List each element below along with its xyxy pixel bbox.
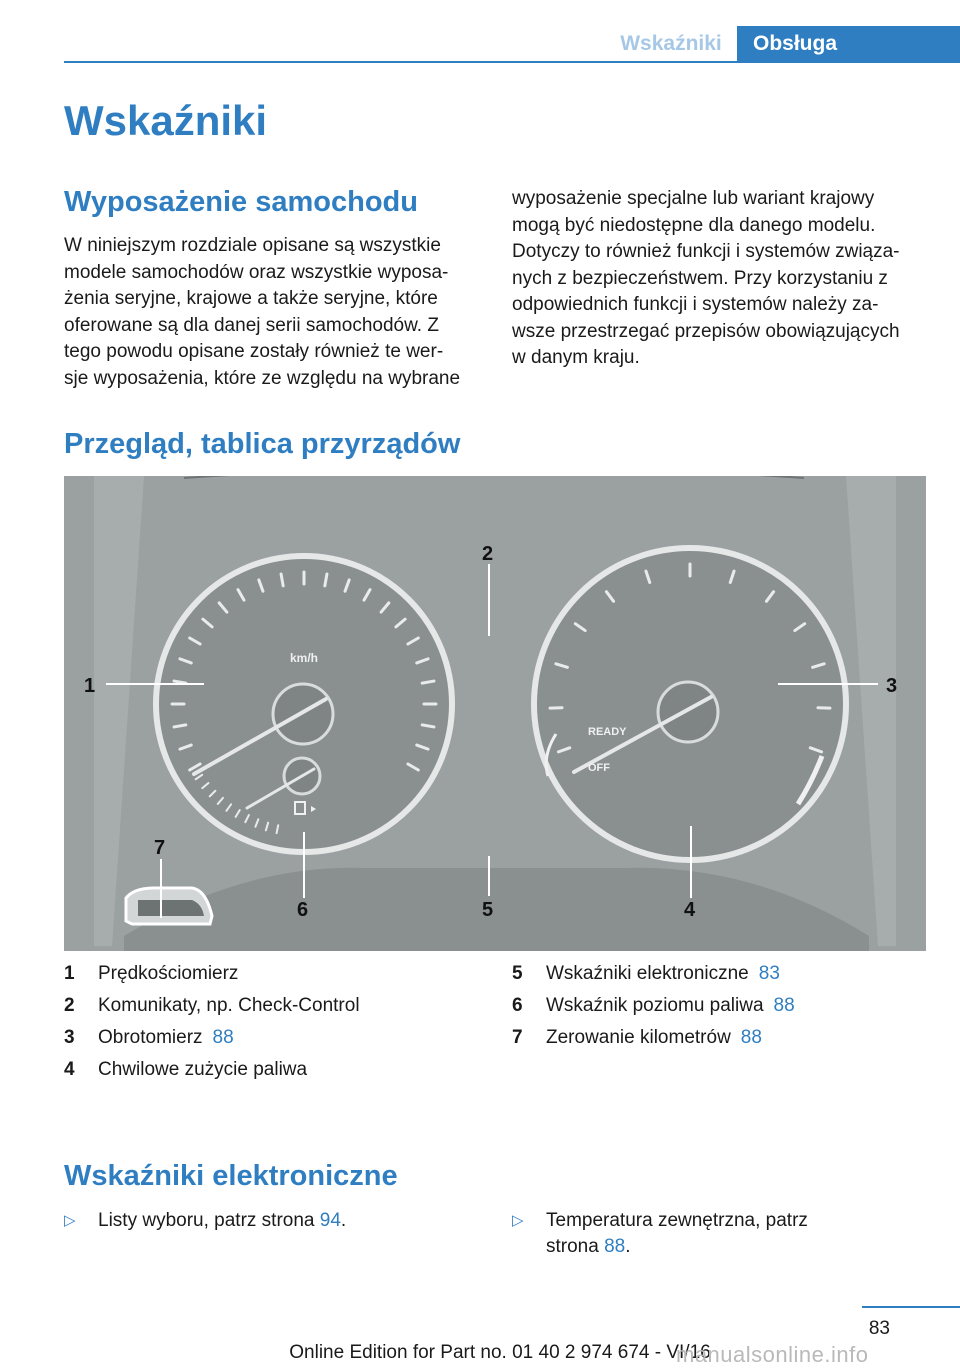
legend-number: 1 bbox=[64, 958, 75, 990]
page-ref-link[interactable]: 88 bbox=[741, 1027, 762, 1048]
callout-6: 6 bbox=[297, 899, 308, 921]
legend-number: 7 bbox=[512, 1022, 523, 1054]
callout-2: 2 bbox=[482, 543, 493, 565]
text-line: Dotyczy to również funkcji i systemów związa‐ bbox=[512, 241, 900, 262]
watermark: manualsonline.info bbox=[676, 1342, 868, 1368]
bullet-triangle-icon: ▷ bbox=[512, 1208, 524, 1234]
callout-3: 3 bbox=[886, 675, 897, 697]
legend-item bbox=[64, 1022, 494, 1054]
page-ref-link[interactable]: 88 bbox=[604, 1236, 625, 1257]
callout-5: 5 bbox=[482, 899, 493, 921]
callout-4: 4 bbox=[684, 899, 696, 921]
page-ref-link[interactable]: 94 bbox=[320, 1210, 341, 1231]
instrument-cluster-figure bbox=[64, 476, 926, 951]
equipment-paragraph-col2 bbox=[512, 186, 942, 372]
speedometer-tick bbox=[174, 725, 186, 727]
legend-number: 4 bbox=[64, 1054, 75, 1086]
section-heading-equipment: Wyposażenie samochodu bbox=[64, 186, 418, 219]
text-line: odpowiednich funkcji i systemów należy za‐ bbox=[512, 294, 878, 315]
list-item-text: Listy wyboru, patrz strona 94. bbox=[98, 1208, 346, 1234]
legend-label: Obrotomierz 88 bbox=[98, 1022, 234, 1054]
ready-label: READY bbox=[588, 726, 627, 738]
page-ref-link[interactable]: 88 bbox=[774, 995, 795, 1016]
text-line: w danym kraju. bbox=[512, 347, 640, 368]
section-heading-electronic: Wskaźniki elektroniczne bbox=[64, 1160, 398, 1193]
text-line: W niniejszym rozdziale opisane są wszystkie bbox=[64, 235, 441, 256]
page-title: Wskaźniki bbox=[64, 97, 267, 145]
legend-label: Wskaźniki elektroniczne 83 bbox=[546, 958, 780, 990]
callout-1: 1 bbox=[84, 675, 95, 697]
legend-right bbox=[512, 958, 942, 1054]
speedometer-tick bbox=[325, 574, 327, 586]
bullet-triangle-icon: ▷ bbox=[64, 1208, 76, 1234]
legend-item bbox=[64, 990, 494, 1022]
legend-item bbox=[512, 1022, 942, 1054]
section-heading-overview: Przegląd, tablica przyrządów bbox=[64, 428, 460, 461]
text-line: modele samochodów oraz wszystkie wyposa‐ bbox=[64, 262, 448, 283]
text-line: wsze przestrzegać przepisów obowiązujących bbox=[512, 321, 900, 342]
text-line: tego powodu opisane zostały również te wer‐ bbox=[64, 341, 443, 362]
page-ref-link[interactable]: 88 bbox=[213, 1027, 234, 1048]
speedometer-tick bbox=[422, 681, 434, 683]
legend-left bbox=[64, 958, 494, 1086]
legend-label: Komunikaty, np. Check-Control bbox=[98, 990, 360, 1022]
text-line: oferowane są dla danej serii samochodów. Z bbox=[64, 315, 439, 336]
text-line: sje wyposażenia, które ze względu na wybrane bbox=[64, 368, 460, 389]
speedometer-tick bbox=[281, 574, 283, 586]
list-item-text: Temperatura zewnętrzna, patrz strona 88. bbox=[546, 1208, 808, 1260]
speedometer-tick bbox=[174, 681, 186, 683]
header-tab-indicators[interactable]: Wskaźniki bbox=[606, 26, 736, 62]
legend-number: 6 bbox=[512, 990, 523, 1022]
legend-label: Chwilowe zużycie paliwa bbox=[98, 1054, 307, 1086]
legend-item bbox=[512, 990, 942, 1022]
legend-label: Prędkościomierz bbox=[98, 958, 238, 990]
equipment-paragraph-col1 bbox=[64, 233, 484, 392]
legend-number: 2 bbox=[64, 990, 75, 1022]
page-ref-link[interactable]: 83 bbox=[759, 963, 780, 984]
footer-rule bbox=[862, 1306, 960, 1308]
legend-item bbox=[64, 1054, 494, 1086]
legend-item bbox=[64, 958, 494, 990]
edition-text: Online Edition for Part no. 01 40 2 974 674 - VI/16 bbox=[250, 1342, 750, 1364]
text-line: żenia seryjne, krajowe a także seryjne, które bbox=[64, 288, 438, 309]
legend-label: Wskaźnik poziomu paliwa 88 bbox=[546, 990, 795, 1022]
callout-7: 7 bbox=[154, 837, 165, 859]
legend-number: 3 bbox=[64, 1022, 75, 1054]
text-line: mogą być niedostępne dla danego modelu. bbox=[512, 215, 875, 236]
header-tab-operation[interactable]: Obsługa bbox=[737, 26, 960, 62]
page-number: 83 bbox=[862, 1318, 890, 1340]
legend-number: 5 bbox=[512, 958, 523, 990]
legend-label: Zerowanie kilometrów 88 bbox=[546, 1022, 762, 1054]
text-line: wyposażenie specjalne lub wariant krajowy bbox=[512, 188, 874, 209]
speedometer-tick bbox=[422, 725, 434, 727]
off-label: OFF bbox=[588, 762, 610, 774]
text-line: nych z bezpieczeństwem. Przy korzystaniu z bbox=[512, 268, 888, 289]
instrument-cluster-illustration bbox=[64, 476, 926, 951]
unit-label: km/h bbox=[290, 651, 318, 665]
legend-item bbox=[512, 958, 942, 990]
header-rule bbox=[64, 61, 960, 63]
